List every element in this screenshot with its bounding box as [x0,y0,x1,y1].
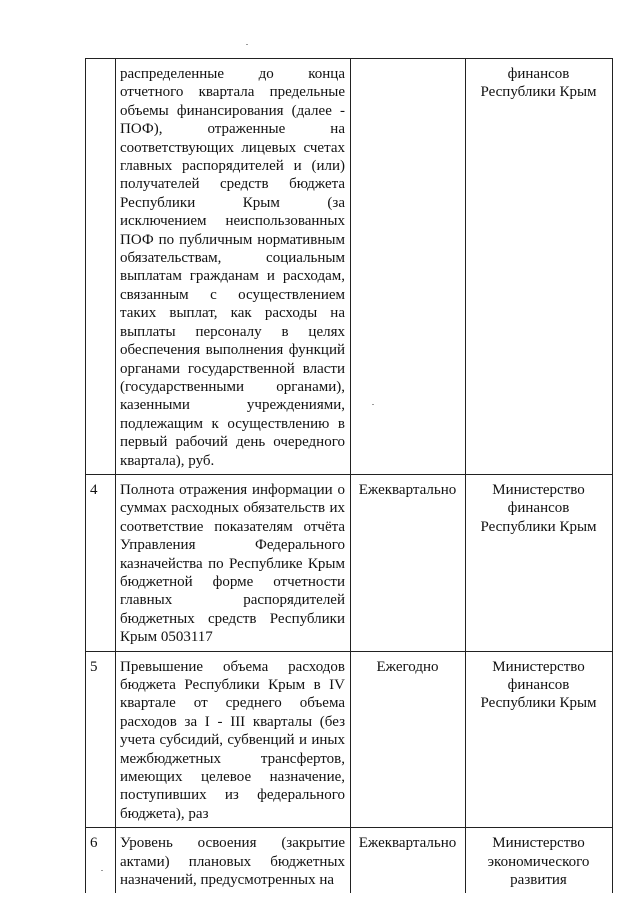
table-row [86,59,613,475]
indicator-responsible: финансов Республики Крым [466,59,613,475]
indicator-period: Ежеквартально [351,828,466,894]
row-number: 5 [86,651,116,828]
indicator-period: Ежеквартально [351,474,466,651]
row-number: 4 [86,474,116,651]
scan-speck [246,44,248,45]
indicator-period [351,59,466,475]
table-row [86,651,613,828]
indicator-responsible: Министерство финансов Республики Крым [466,474,613,651]
indicator-responsible: Министерство финансов Республики Крым [466,651,613,828]
indicator-name: Полнота отражения информации о суммах расходных обязательств их соответствие показателям отчёта Управления Федерального казначейства по Республике Крым бюджетной форме отчетности главных распорядителей бюджетных средств Республики Крым 0503117 [116,474,351,651]
row-number: 6 [86,828,116,894]
indicator-name: распределенные до конца отчетного квартала предельные объемы финансирования (далее - ПОФ), отраженные на соответствующих лицевых счетах главных распорядителей и (или) получателей средств бюджета Республики Крым (за исключением неиспользованных ПОФ по публичным нормативным обязательствам, социальным выплатам гражданам и расходам, связанным с осуществлением таких выплат, как расходы на выплаты персоналу в целях обеспечения выполнения функций органами государственной власти (государственными органами), казенными учреждениями, подлежащим к осуществлению в первый рабочий день очередного квартала), руб. [116,59,351,475]
indicator-name: Уровень освоения (закрытие актами) плановых бюджетных назначений, предусмотренных на [116,828,351,894]
table-row [86,474,613,651]
row-number [86,59,116,475]
indicator-name: Превышение объема расходов бюджета Республики Крым в IV квартале от среднего объема расходов за I - III кварталы (без учета субсидий, субвенций и иных межбюджетных трансфертов, имеющих целевое назначение, поступивших из федерального бюджета), раз [116,651,351,828]
indicator-period: Ежегодно [351,651,466,828]
indicator-responsible: Министерство экономического развития [466,828,613,894]
indicators-table [85,58,613,893]
table-row [86,828,613,894]
